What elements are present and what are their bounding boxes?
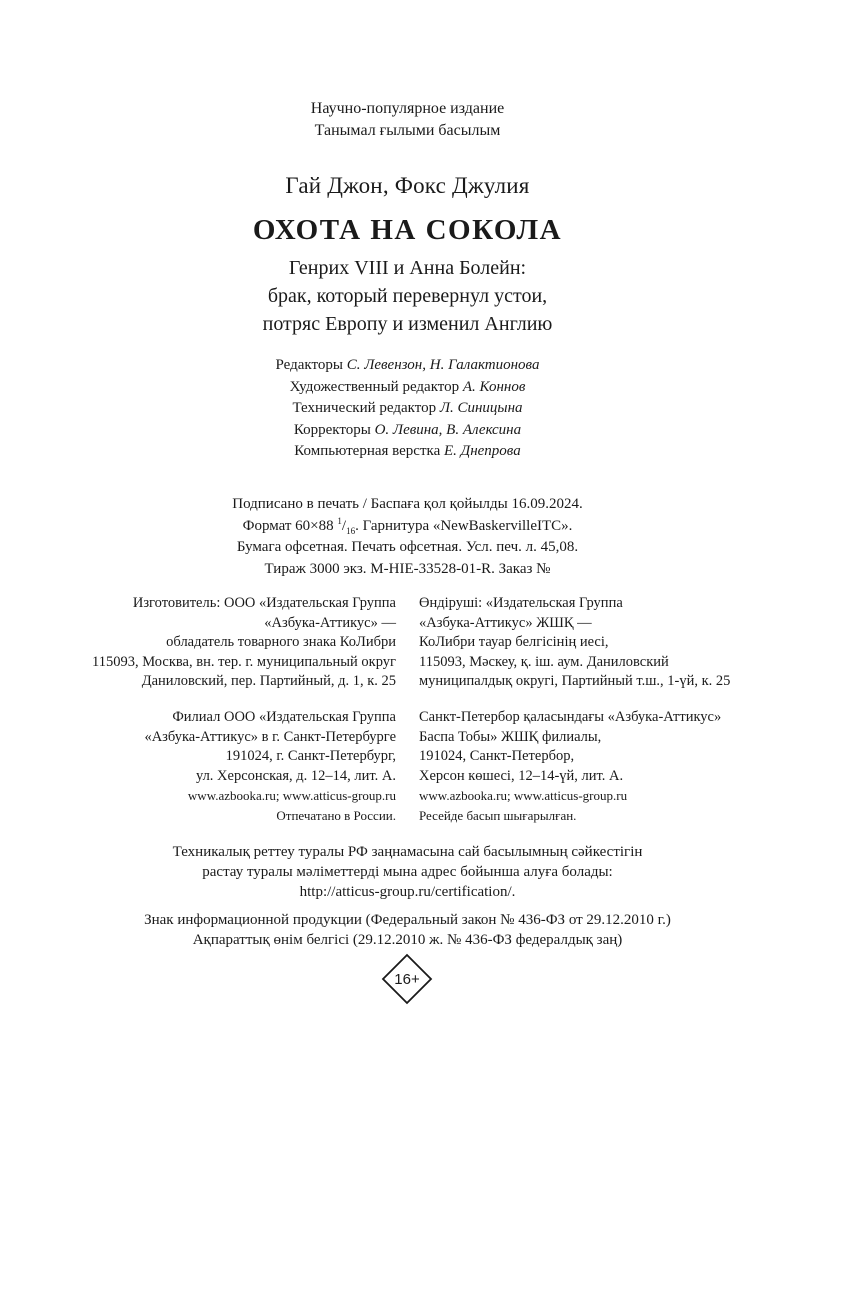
credit-names: А. Коннов [462,378,526,395]
manufacturer-kz-line: «Азбука-Аттикус» ЖШҚ — [419,614,592,631]
credit-line [0,398,815,420]
manufacturer-ru-line: «Азбука-Аттикус» — [264,614,396,631]
subtitle-line: Генрих VIII и Анна Болейн: [288,257,527,279]
book-title: ОХОТА НА СОКОЛА [252,214,563,246]
age-rating-text: 16+ [394,971,420,988]
info-product-sign [0,910,815,950]
info-sign-ru: Знак информационной продукции (Федеральный закон № 436-ФЗ от 29.12.2010 г.) [144,912,671,928]
manufacturer-ru-line: Даниловский, пер. Партийный, д. 1, к. 25 [141,673,396,689]
credit-role: Редакторы [275,357,343,373]
certification-note [0,842,815,902]
credit-names: Е. Днепрова [444,443,521,459]
credit-line [0,355,815,377]
subtitle-line: брак, который перевернул устои, [267,285,548,307]
authors: Гай Джон, Фокс Джулия [285,173,530,198]
print-info [0,494,815,580]
credit-role: Художественный редактор [289,378,460,395]
certification-line: Техникалық реттеу туралы РФ заңнамасына сай басылымның сәйкестігін [172,844,643,860]
age-rating-badge [381,953,433,1005]
manufacturer-kz-line: муниципалдық округі, Партийный т.ш., 1-үй, к. 25 [419,673,731,689]
branch-ru-line: Филиал ООО «Издательская Группа [172,709,396,725]
branch-kz-line: 191024, Санкт-Петербор, [419,748,575,764]
credit-line [0,441,815,463]
credit-names: С. Левензон, Н. Галактионова [346,357,540,373]
branch-kz-line: Санкт-Петербор қаласындағы «Азбука-Аттикус» [419,709,722,725]
credit-role: Компьютерная верстка [294,443,441,459]
manufacturer-kz-line: КоЛибри тауар белгісінің иесі, [419,634,609,650]
format-suffix: . Гарнитура «NewBaskervilleITC». [355,517,573,534]
branch-ru-line: ул. Херсонская, д. 12–14, лит. А. [195,767,396,784]
format-numerator: 1 [337,515,342,526]
websites-ru: www.azbooka.ru; www.atticus-group.ru [187,788,396,803]
branch-kz-line: Херсон көшесі, 12–14-үй, лит. А. [419,767,624,784]
manufacturer-kz-line: Өндіруші: «Издательская Группа [419,595,623,611]
manufacturer-ru [16,594,396,692]
credits [0,355,815,463]
subtitle-line: потряс Европу и изменил Англию [262,313,553,335]
branch-ru-line: 191024, г. Санкт-Петербург, [225,748,396,764]
credit-names: О. Левина, В. Алексина [374,421,522,438]
credit-line [0,420,815,442]
credit-role: Корректоры [293,421,371,438]
signed-date: Подписано в печать / Баспаға қол қойылды 16.09.2024. [232,496,583,512]
edition-type [0,98,815,142]
edition-type-kz: Танымал ғылыми басылым [314,122,501,139]
printed-in-ru: Отпечатано в России. [276,808,396,823]
certification-url: http://atticus-group.ru/certification/. [299,884,516,900]
websites-kz: www.azbooka.ru; www.atticus-group.ru [419,788,628,803]
branch-kz [419,708,759,826]
credit-role: Технический редактор [292,400,437,416]
manufacturer-ru-line: 115093, Москва, вн. тер. г. муниципальный округ [92,653,396,670]
format-line: Формат 60×88 $^1/_{16}$. Гарнитура «NewBaskervilleITC». [242,515,573,536]
credit-names: Л. Синицына [439,400,523,416]
printed-in-kz: Ресейде басып шығарылған. [419,808,577,823]
paper-info: Бумага офсетная. Печать офсетная. Усл. печ. л. 45,08. [236,539,579,555]
format-prefix: Формат 60×88 [242,517,334,534]
manufacturer-kz-line: 115093, Мәскеу, қ. іш. аум. Даниловский [419,653,669,670]
circulation-info: Тираж 3000 экз. M-HIE-33528-01-R. Заказ № [264,560,551,577]
format-denominator: 16 [346,525,356,536]
manufacturer-kz [419,594,759,692]
book-subtitle [0,254,815,338]
manufacturer-ru-line: Изготовитель: ООО «Издательская Группа [132,595,396,611]
manufacturer-ru-line: обладатель товарного знака КоЛибри [166,634,396,650]
credit-line [0,377,815,399]
info-sign-kz: Ақпараттық өнім белгісі (29.12.2010 ж. № 436-ФЗ федералдық заң) [192,932,623,948]
branch-ru-line: «Азбука-Аттикус» в г. Санкт-Петербурге [144,728,396,745]
branch-ru [16,708,396,826]
certification-line: растау туралы мәліметтерді мына адрес бойынша алуға болады: [202,864,613,880]
edition-type-ru: Научно-популярное издание [310,100,505,117]
branch-kz-line: Баспа Тобы» ЖШҚ филиалы, [419,728,602,745]
